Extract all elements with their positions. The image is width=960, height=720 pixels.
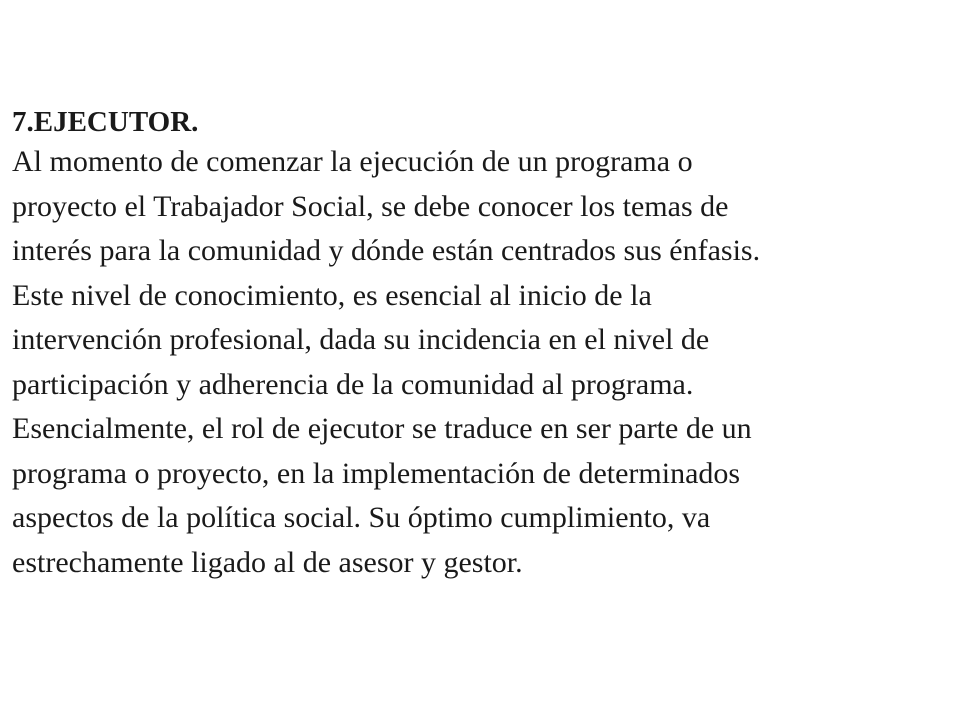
body-line: Esencialmente, el rol de ejecutor se traduce en ser parte de un [12, 412, 752, 445]
body-line: intervención profesional, dada su incidencia en el nivel de [12, 323, 710, 356]
body-line: interés para la comunidad y dónde están centrados sus énfasis. [12, 234, 761, 267]
body-line: participación y adherencia de la comunidad al programa. [12, 367, 694, 401]
body-line: proyecto el Trabajador Social, se debe conocer los temas de [12, 189, 729, 223]
body-line: Al momento de comenzar la ejecución de un programa o [12, 145, 693, 178]
text-block [12, 104, 952, 585]
section-heading: 7.EJECUTOR. [12, 106, 199, 138]
body-line: aspectos de la política social. Su óptimo cumplimiento, va [12, 501, 711, 534]
body-line: estrechamente ligado al de asesor y gestor. [12, 545, 523, 579]
body-paragraph [12, 140, 952, 585]
body-line: programa o proyecto, en la implementación de determinados [12, 456, 741, 490]
body-line: Este nivel de conocimiento, es esencial al inicio de la [12, 278, 652, 312]
